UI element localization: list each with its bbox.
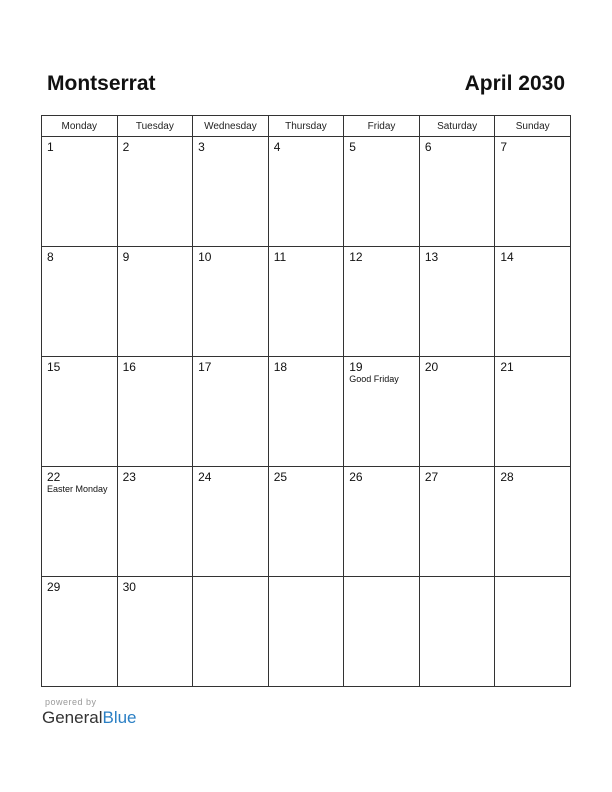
weekday-header: Friday: [344, 116, 420, 137]
day-cell: [42, 137, 118, 247]
day-cell: [495, 357, 571, 467]
day-number: 10: [198, 250, 212, 264]
day-cell: [419, 467, 495, 577]
day-cell: [495, 467, 571, 577]
day-cell: [268, 137, 344, 247]
day-number: 30: [122, 580, 136, 594]
week-row: [42, 247, 571, 357]
day-number: 25: [273, 470, 288, 484]
day-cell: [268, 577, 344, 687]
day-cell: [117, 467, 193, 577]
day-number: 21: [500, 360, 514, 374]
week-row: [42, 137, 571, 247]
day-number: 19: [349, 360, 363, 374]
weekday-header: Thursday: [268, 116, 344, 137]
day-cell: [419, 577, 495, 687]
day-cell: [193, 137, 269, 247]
day-cell: [193, 577, 269, 687]
day-cell: [117, 247, 193, 357]
day-number: 22: [47, 470, 61, 484]
calendar-grid: [41, 115, 571, 687]
day-cell: [42, 577, 118, 687]
week-row: [42, 357, 571, 467]
day-number: 12: [349, 250, 363, 264]
day-cell: [193, 247, 269, 357]
day-cell: [419, 137, 495, 247]
day-number: 3: [198, 140, 205, 154]
day-cell: [344, 467, 420, 577]
day-number: 2: [122, 140, 130, 154]
day-number: 20: [424, 360, 439, 374]
day-number: 4: [273, 140, 281, 154]
day-cell: [42, 357, 118, 467]
day-number: 5: [349, 140, 356, 154]
day-number: [344, 577, 419, 580]
calendar-country-title: Montserrat: [47, 72, 156, 95]
day-cell: [419, 357, 495, 467]
day-cell: [419, 247, 495, 357]
day-number: 15: [47, 360, 61, 374]
day-number: 17: [198, 360, 212, 374]
weekday-header: Saturday: [419, 116, 495, 137]
day-cell: [268, 247, 344, 357]
day-number: 27: [424, 470, 439, 484]
day-number: 1: [47, 140, 54, 154]
week-row: [42, 577, 571, 687]
day-cell: [344, 137, 420, 247]
weekday-header: Monday: [42, 116, 118, 137]
day-cell: [268, 467, 344, 577]
holiday-label: Good Friday: [349, 374, 399, 384]
day-number: [495, 577, 570, 580]
weekday-header: Tuesday: [117, 116, 193, 137]
day-number: 8: [47, 250, 54, 264]
day-number: 23: [122, 470, 136, 484]
weekday-header: Sunday: [495, 116, 571, 137]
day-cell: [117, 357, 193, 467]
day-cell: [495, 137, 571, 247]
day-number: [420, 577, 495, 580]
day-cell: [344, 577, 420, 687]
day-number: 18: [273, 360, 288, 374]
powered-by-text: powered by: [45, 697, 97, 707]
day-number: 11: [273, 250, 287, 264]
day-number: 13: [424, 250, 439, 264]
logo-general-text: General: [42, 708, 103, 727]
day-cell: [117, 577, 193, 687]
day-number: 16: [122, 360, 136, 374]
day-number: 7: [500, 140, 508, 154]
day-cell: [193, 357, 269, 467]
logo-blue-text: Blue: [102, 708, 137, 727]
week-row: [42, 467, 571, 577]
day-cell: [495, 577, 571, 687]
day-cell: [344, 247, 420, 357]
day-cell: [344, 357, 420, 467]
generalblue-logo[interactable]: [42, 708, 137, 728]
holiday-label: Easter Monday: [47, 484, 108, 494]
weekday-header: Wednesday: [193, 116, 269, 137]
day-number: [269, 577, 344, 580]
day-number: 29: [47, 580, 61, 594]
day-number: 6: [424, 140, 432, 154]
day-cell: [495, 247, 571, 357]
day-number: 28: [500, 470, 514, 484]
day-number: 14: [500, 250, 514, 264]
day-cell: [193, 467, 269, 577]
day-cell: [42, 467, 118, 577]
day-number: [193, 577, 268, 580]
calendar-month-title: April 2030: [464, 72, 565, 95]
day-number: 24: [198, 470, 212, 484]
day-cell: [117, 137, 193, 247]
day-number: 9: [122, 250, 130, 264]
day-cell: [268, 357, 344, 467]
day-cell: [42, 247, 118, 357]
day-number: 26: [349, 470, 363, 484]
weekday-header-row: [42, 116, 571, 137]
